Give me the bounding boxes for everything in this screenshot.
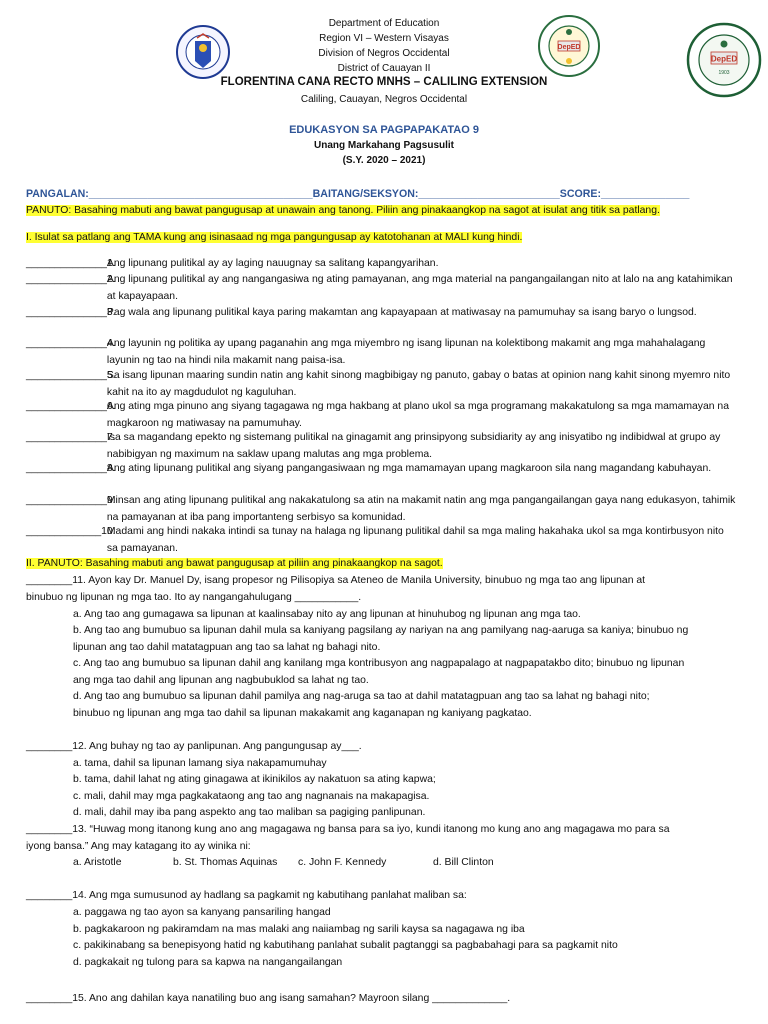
list-item	[26, 461, 737, 478]
option-c: c. Ang tao ang bumubuo sa lipunan dahil ang kanilang mga kontribusyon ang nagpapalago at nagpapatakbo dito; binubuo ng lipunan	[73, 658, 685, 669]
part2-instructions-text: II. PANUTO: Basahing mabuti ang bawat pangugusap at piliin ang pinakaangkop na sagot.	[26, 558, 443, 569]
option-c-cont: ang mga tao dahil ang lipunan ang nagbubuklod sa lahat ng tao.	[73, 675, 369, 686]
district-line: District of Cauayan II	[337, 63, 431, 74]
svg-text:DepED: DepED	[557, 44, 581, 51]
option-d: d. pagkakait ng tulong para sa kapwa na nangangailangan	[73, 957, 343, 968]
item-text: Ang layunin ng politika ay upang paganahin ang mga miyembro ng isang lipunan na kolektibong makamit ang mga mahahalagang layunin ng tao na hindi nila makamit nang paisa-isa.	[106, 338, 706, 366]
question-11-cont: binubuo ng lipunan ng mga tao. Ito ay nangangahulugang ___________.	[26, 592, 362, 603]
option-a: a. tama, dahil sa lipunan lamang siya nakapamumuhay	[73, 758, 327, 769]
option-d: d. Bill Clinton	[433, 857, 494, 868]
list-item	[26, 272, 737, 305]
part1-instructions-text: I. Isulat sa patlang ang TAMA kung ang isinasaad ng mga pangungusap ay katotohanan at MALI kung hindi.	[26, 232, 523, 243]
answer-blank[interactable]: _____________10.	[26, 526, 116, 537]
list-item	[26, 305, 737, 322]
item-text: Ang ating lipunang pulitikal ang siyang pangangasiwaan ng mga mamamayan upang magkaroon sila nang magandang kabuhayan.	[106, 463, 712, 474]
list-item	[26, 524, 737, 557]
question-15: ________15. Ano ang dahilan kaya nanatiling buo ang isang samahan? Mayroon silang _____________.	[26, 993, 511, 1004]
option-c: c. John F. Kennedy	[298, 857, 387, 868]
general-instructions	[26, 203, 660, 220]
answer-blank[interactable]: ______________6.	[26, 401, 116, 412]
school-address: Caliling, Cauayan, Negros Occidental	[300, 94, 468, 105]
list-item	[26, 368, 737, 401]
question-13: ________13. “Huwag mong itanong kung ano ang magagawa ng bansa para sa iyo, kundi itanong mo kung ano ang magagawa mo para sa	[26, 824, 670, 835]
answer-blank[interactable]: ______________2.	[26, 274, 116, 285]
region-line: Region VI – Western Visayas	[319, 33, 449, 44]
part1-instructions	[26, 230, 522, 247]
item-text: Ang ating mga pinuno ang siyang tagagawa ng mga hakbang at plano ukol sa mga programang makakatulong sa mga mamamayan na magkaroon ng matiwasay na pamumuhay.	[106, 401, 729, 429]
letterhead	[0, 16, 768, 76]
student-info-fields[interactable]: PANGALAN:______________________________________BAITANG/SEKSYON:________________________SCORE:_______________	[26, 188, 690, 200]
division-line: Division of Negros Occidental	[318, 48, 450, 59]
option-a: a. Ang tao ang gumagawa sa lipunan at kaalinsabay nito ay ang lipunan at hinuhubog ng lipunan ang mga tao.	[73, 609, 581, 620]
svg-text:DepED: DepED	[710, 54, 738, 64]
item-text: Ang lipunang pulitikal ay ay laging nauugnay sa salitang kapangyarihan.	[106, 258, 439, 269]
option-b: b. tama, dahil lahat ng ating ginagawa at ikinikilos ay nakatuon sa ating kapwa;	[73, 774, 436, 785]
list-item	[26, 336, 737, 369]
list-item	[26, 256, 737, 273]
list-item	[26, 430, 737, 463]
department-line: Department of Education	[328, 18, 440, 29]
option-a: a. Aristotle	[73, 857, 122, 868]
general-instructions-text: PANUTO: Basahing mabuti ang bawat pangugusap at unawain ang tanong. Piliin ang pinakaangkop na sagot at isulat ang titik sa patlang.	[26, 205, 660, 216]
question-13-cont: iyong bansa.” Ang may katagang ito ay winika ni:	[26, 841, 251, 852]
answer-blank[interactable]: ______________5.	[26, 370, 116, 381]
answer-blank[interactable]: ______________1.	[26, 258, 116, 269]
item-text: Isa sa magandang epekto ng sistemang pulitikal na ginagamit ang prinsipyong subsidiarity ay ang inisyatibo ng indibidwal at grupo ay nabibigyan ng maximum na saklaw upang malutas ang mga problema.	[106, 432, 721, 460]
school-name: FLORENTINA CANA RECTO MNHS – CALILING EXTENSION	[220, 76, 548, 88]
option-b: b. St. Thomas Aquinas	[173, 857, 278, 868]
svg-text:1903: 1903	[718, 70, 730, 76]
answer-blank[interactable]: ______________8.	[26, 463, 116, 474]
answer-blank[interactable]: ______________9.	[26, 495, 116, 506]
item-text: Minsan ang ating lipunang pulitikal ang nakakatulong sa atin na makamit natin ang mga pangangailangan gaya nang edukasyon, tahimik na pamayanan at iba pang importanteng serbisyo sa komunidad.	[106, 495, 736, 523]
answer-blank[interactable]: ______________7.	[26, 432, 116, 443]
item-text: Madami ang hindi nakaka intindi sa tunay na halaga ng lipunang pulitikal dahil sa mga maling hakahaka ukol sa mga kontirbusyon nito sa pamayanan.	[106, 526, 724, 554]
question-12: ________12. Ang buhay ng tao ay panlipunan. Ang pangungusap ay___.	[26, 741, 362, 752]
item-text: Pag wala ang lipunang pulitikal kaya paring makamtan ang kapayapaan at matiwasay na pamumuhay sa isang baryo o lungsod.	[106, 307, 697, 318]
school-year: (S.Y. 2020 – 2021)	[342, 155, 426, 166]
item-text: Sa isang lipunan maaring sundin natin ang kahit sinong magbibigay ng panuto, gabay o batas at opinion nang kahit sinong myemro nito kahit na ito ay magdudulot ng kaguluhan.	[106, 370, 731, 398]
option-a: a. paggawa ng tao ayon sa kanyang pansariling hangad	[73, 907, 331, 918]
list-item	[26, 493, 737, 526]
question-11: ________11. Ayon kay Dr. Manuel Dy, isang propesor ng Pilisopiya sa Ateneo de Manila University, binubuo ng mga tao ang lipunan at	[26, 575, 646, 586]
subject-title: EDUKASYON SA PAGPAPAKATAO 9	[289, 124, 479, 136]
exam-title: Unang Markahang Pagsusulit	[313, 140, 455, 151]
option-b: b. Ang tao ang bumubuo sa lipunan dahil mula sa kaniyang pagsilang ay nariyan na ang pamilyang nag-aaruga sa kaniya; binubuo ng	[73, 625, 689, 636]
part2-instructions	[26, 556, 443, 573]
question-14: ________14. Ang mga sumusunod ay hadlang sa pagkamit ng kabutihang panlahat maliban sa:	[26, 890, 467, 901]
list-item	[26, 399, 737, 432]
option-c: c. mali, dahil may mga pagkakataong ang tao ang nagnanais na makapagisa.	[73, 791, 430, 802]
answer-blank[interactable]: ______________3.	[26, 307, 116, 318]
option-b: b. pagkakaroon ng pakiramdam na mas malaki ang naiiambag ng sarili kaysa sa nagagawa ng iba	[73, 924, 525, 935]
option-d-cont: binubuo ng lipunan ang mga tao dahil sa lipunan makakamit ang kaganapan ng kaniyang pagkatao.	[73, 708, 532, 719]
option-c: c. pakikinabang sa benepisyong hatid ng kabutihang panlahat subalit pagtanggi sa pagbabahagi para sa pagkamit nito	[73, 940, 618, 951]
option-d: d. mali, dahil may iba pang aspekto ang tao maliban sa pagiging panlipunan.	[73, 807, 426, 818]
item-text: Ang lipunang pulitikal ay ang nangangasiwa ng ating pamayanan, ang mga material na pangangailangan nito at lalo na ang katahimikan at kapayapaan.	[106, 274, 733, 302]
option-d: d. Ang tao ang bumubuo sa lipunan dahil pamilya ang nag-aruga sa tao at dahil matatagpuan ang tao sa lahat ng bahagi nito;	[73, 691, 650, 702]
answer-blank[interactable]: ______________4.	[26, 338, 116, 349]
option-b-cont: lipunan ang tao dahil matatagpuan ang tao sa lahat ng bahagi nito.	[73, 642, 381, 653]
